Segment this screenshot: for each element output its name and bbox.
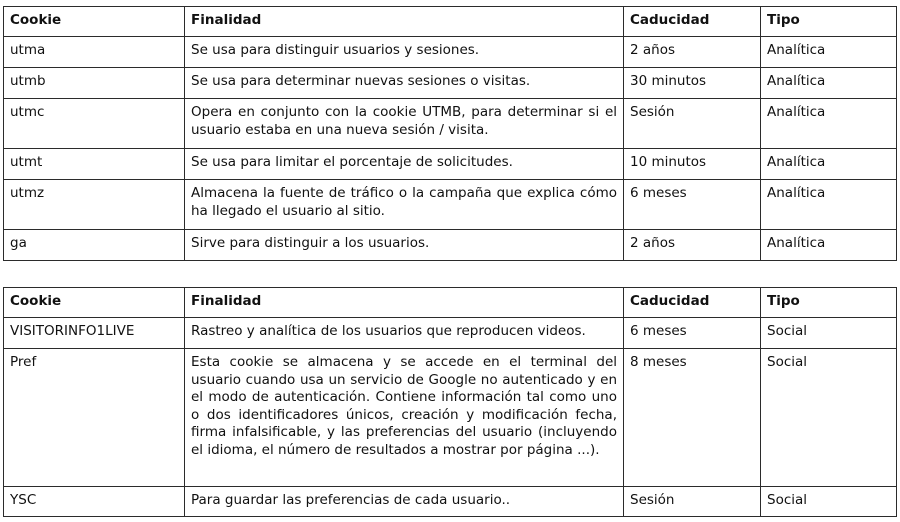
cookie-purpose: Se usa para determinar nuevas sesiones o visitas. <box>185 68 624 99</box>
cookie-name: utmb <box>4 68 185 99</box>
header-tipo: Tipo <box>761 7 897 37</box>
cookie-purpose: Se usa para limitar el porcentaje de solicitudes. <box>185 149 624 180</box>
cookie-name: utmt <box>4 149 185 180</box>
table-row <box>4 37 897 68</box>
cookie-purpose: Almacena la fuente de tráfico o la campaña que explica cómo ha llegado el usuario al sitio. <box>185 180 624 230</box>
header-finalidad: Finalidad <box>185 288 624 318</box>
table-row <box>4 487 897 517</box>
cookie-expiry: 10 minutos <box>624 149 761 180</box>
cookie-expiry: 8 meses <box>624 349 761 487</box>
cookie-type: Analítica <box>761 149 897 180</box>
cookie-expiry: 30 minutos <box>624 68 761 99</box>
cookie-type: Social <box>761 349 897 487</box>
social-cookies-table <box>3 287 897 517</box>
cookie-name: YSC <box>4 487 185 517</box>
cookie-purpose: Esta cookie se almacena y se accede en el terminal del usuario cuando usa un servicio de Google no autenticado y en el modo de autenticación. Contiene información tal como uno o dos identificadores únicos, creación y modificación fecha, firma infalsificable, y las preferencias del usuario (incluyendo el idioma, el número de resultados a mostrar por página ...). <box>185 349 624 487</box>
cookie-expiry: 2 años <box>624 37 761 68</box>
cookie-name: utma <box>4 37 185 68</box>
cookie-type: Analítica <box>761 99 897 149</box>
header-cookie: Cookie <box>4 7 185 37</box>
table-row <box>4 318 897 349</box>
table-header-row <box>4 7 897 37</box>
table-header-row <box>4 288 897 318</box>
cookie-purpose: Opera en conjunto con la cookie UTMB, para determinar si el usuario estaba en una nueva sesión / visita. <box>185 99 624 149</box>
header-cookie: Cookie <box>4 288 185 318</box>
header-caducidad: Caducidad <box>624 288 761 318</box>
cookie-type: Analítica <box>761 37 897 68</box>
analytics-cookies-table <box>3 6 897 261</box>
cookie-expiry: 6 meses <box>624 318 761 349</box>
table-row <box>4 99 897 149</box>
cookie-expiry: Sesión <box>624 487 761 517</box>
cookie-expiry: Sesión <box>624 99 761 149</box>
cookie-type: Social <box>761 318 897 349</box>
header-caducidad: Caducidad <box>624 7 761 37</box>
table-row <box>4 149 897 180</box>
cookie-purpose: Rastreo y analítica de los usuarios que reproducen videos. <box>185 318 624 349</box>
cookie-name: utmz <box>4 180 185 230</box>
table-row <box>4 68 897 99</box>
cookie-purpose: Para guardar las preferencias de cada usuario.. <box>185 487 624 517</box>
header-tipo: Tipo <box>761 288 897 318</box>
cookie-name: Pref <box>4 349 185 487</box>
cookie-name: VISITORINFO1LIVE <box>4 318 185 349</box>
cookie-purpose: Sirve para distinguir a los usuarios. <box>185 230 624 261</box>
cookie-type: Analítica <box>761 180 897 230</box>
cookie-expiry: 6 meses <box>624 180 761 230</box>
cookie-expiry: 2 años <box>624 230 761 261</box>
cookie-type: Social <box>761 487 897 517</box>
table-row <box>4 180 897 230</box>
cookie-purpose: Se usa para distinguir usuarios y sesiones. <box>185 37 624 68</box>
table-row <box>4 230 897 261</box>
cookie-type: Analítica <box>761 68 897 99</box>
cookie-type: Analítica <box>761 230 897 261</box>
cookie-name: utmc <box>4 99 185 149</box>
table-row <box>4 349 897 487</box>
header-finalidad: Finalidad <box>185 7 624 37</box>
cookie-name: ga <box>4 230 185 261</box>
